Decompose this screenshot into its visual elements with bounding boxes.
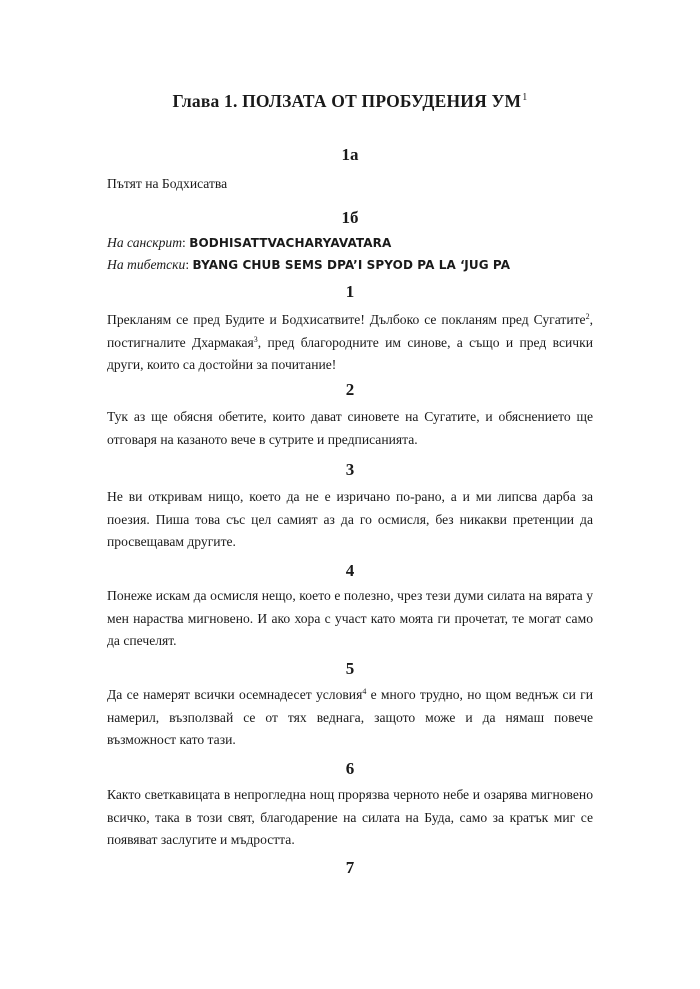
verse-text-1a: Пътят на Бодхисатва [107, 176, 228, 191]
tibetan-label: На тибетски [107, 257, 186, 272]
verse-text-1-part3: , пред благородните им синове, а също и пред всички други, които са достойни за почитание! [107, 334, 593, 372]
verse-text-6: Както светкавицата в непрогледна нощ прорязва черното небе и озарява мигновено всичко, така в този свят, благодарение на силата на Буда, само за кратък миг се появяват заслугите и мъдростта. [107, 787, 593, 847]
verse-text-5-part2: е много трудно, но щом веднъж си ги намерил, възползвай се от тях веднага, защото може и да нямаш повече възможност като тази. [107, 687, 593, 747]
chapter-title-text: Глава 1. ПОЛЗАТА ОТ ПРОБУДЕНИЯ УМ [172, 91, 522, 111]
footnote-marker: 1 [522, 92, 528, 103]
verse-heading-6: 6 [345, 759, 355, 778]
verse-heading-2: 2 [345, 380, 355, 399]
footnote-marker: 2 [585, 312, 590, 321]
verse-heading-7: 7 [345, 858, 355, 877]
verse-text-5 [107, 684, 593, 752]
verse-text-3: Не ви откривам нищо, което да не е изричано по-рано, а и ми липсва дарба за поезия. Пиша това със цел самият аз да го осмисля, без никакви претенции да просвещавам другите. [107, 489, 593, 549]
sanskrit-value: BODHISATTVACHARYAVATARA [189, 236, 392, 250]
verse-heading-3: 3 [345, 460, 355, 479]
verse-heading-1a: 1а [341, 145, 359, 164]
tibetan-line: На тибетски: BYANG CHUB SEMS DPA’I SPYOD PA LA ‘JUG PA [107, 257, 511, 272]
footnote-marker: 3 [253, 334, 258, 344]
verse-text-1-part1: Прекланям се пред Будите и Бодхисатвите! Дълбоко се покланям пред Сугатите [107, 312, 586, 327]
verse-text-1 [107, 309, 593, 377]
verse-text-1-part2: , постигналите Дхармакая [107, 312, 593, 350]
sanskrit-label: На санскрит [107, 235, 183, 250]
verse-heading-4: 4 [345, 561, 355, 580]
sanskrit-line: На санскрит: BODHISATTVACHARYAVATARA [107, 235, 392, 250]
verse-text-5-part1: Да се намерят всички осемнадесет условия [107, 687, 363, 702]
footnote-marker: 4 [362, 687, 367, 696]
tibetan-value: BYANG CHUB SEMS DPA’I SPYOD PA LA ‘JUG PA [192, 258, 511, 272]
verse-heading-1b: 1б [341, 208, 359, 227]
verse-heading-5: 5 [345, 659, 355, 678]
verse-heading-1: 1 [345, 282, 355, 301]
verse-text-2: Тук аз ще обясня обетите, които дават синовете на Сугатите, и обяснението ще отговаря на казаното вече в сутрите и предписанията. [107, 409, 593, 447]
chapter-title [0, 86, 700, 113]
verse-text-4: Понеже искам да осмисля нещо, което е полезно, чрез тези думи силата на вярата у мен нараства мигновено. И ако хора с участ като моята ги прочетат, те могат само да спечелят. [107, 588, 593, 648]
